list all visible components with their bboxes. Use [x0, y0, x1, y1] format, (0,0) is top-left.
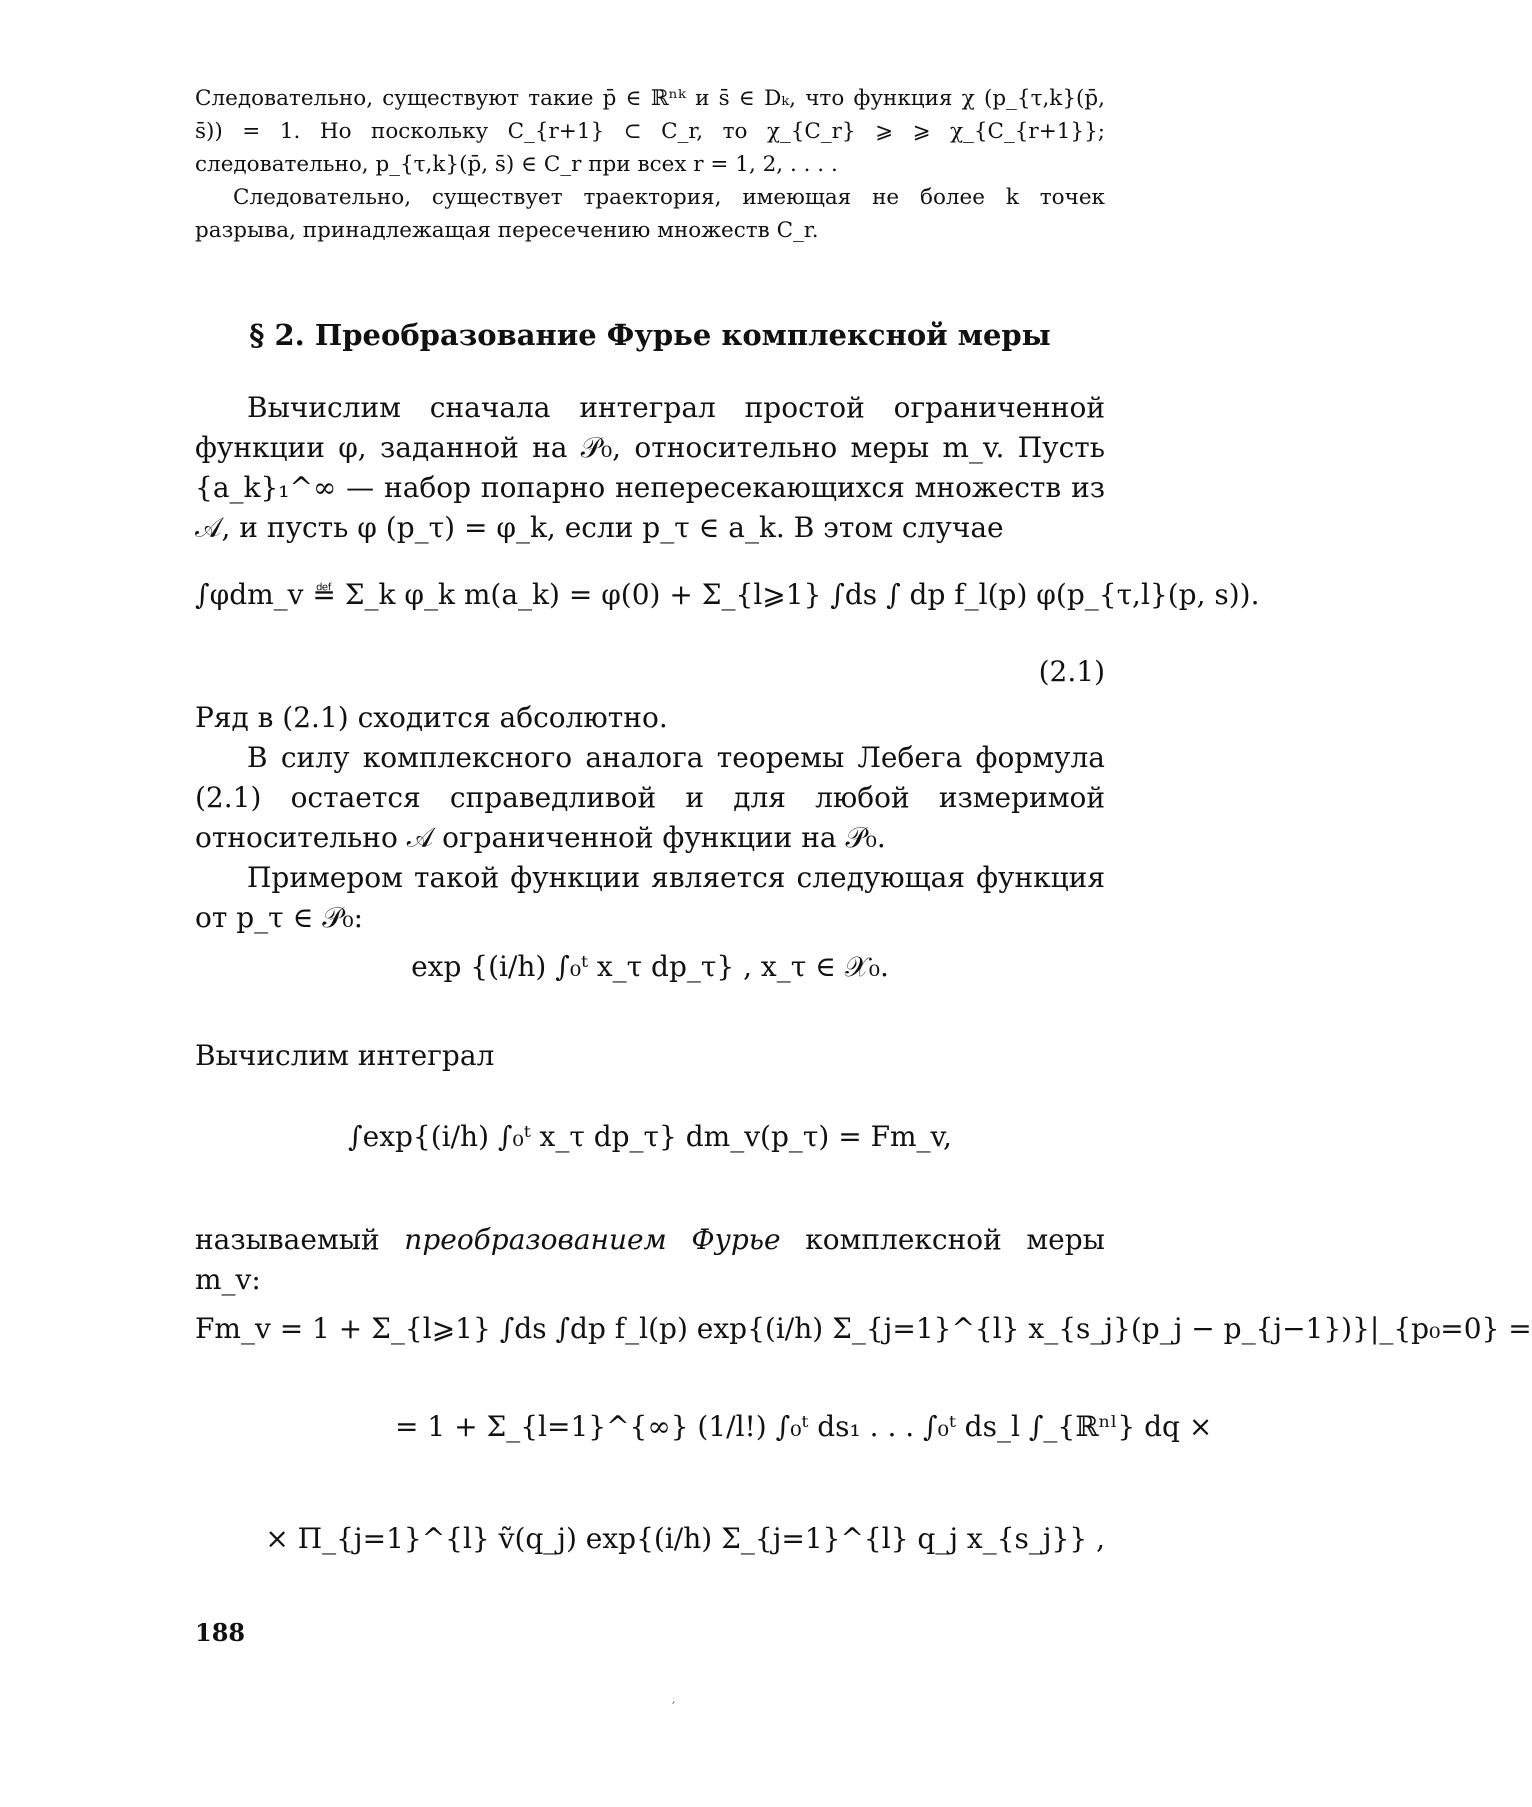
paragraph-6 [195, 1220, 1105, 1300]
equation-number: (2.1) [1038, 655, 1105, 688]
paragraph-5 [195, 1036, 1105, 1076]
paragraph-4: Примером такой функции является следующая функция от p_τ ∈ 𝒫₀: [195, 861, 1105, 934]
paragraph-5-text: Вычислим интеграл [195, 1039, 495, 1072]
page-number: 188 [195, 1618, 246, 1647]
formula-fm-line1: Fm_v = 1 + Σ_{l⩾1} ∫ds ∫dp f_l(p) exp{(i/h) Σ_{j=1}^{l} x_{s_j}(p_j − p_{j−1})}|_{p₀=0} = [195, 1312, 1532, 1345]
paragraph-1 [195, 388, 1105, 548]
top-paragraph-line2: Следовательно, существует траектория, имеющая не более k точек разрыва, принадлежащая пересечению множеств C_r. [195, 185, 1105, 243]
paragraph-6-prefix: называемый [195, 1223, 405, 1256]
formula-fm-line3: × Π_{j=1}^{l} ṽ(q_j) exp{(i/h) Σ_{j=1}^{l} q_j x_{s_j}} , [265, 1522, 1105, 1555]
paragraph-6-italic-term: преобразованием Фурье [404, 1223, 781, 1256]
top-paragraph [195, 82, 1105, 247]
formula-fm-line2: = 1 + Σ_{l=1}^{∞} (1/l!) ∫₀ᵗ ds₁ . . . ∫₀ᵗ ds_l ∫_{ℝⁿˡ} dq × [395, 1410, 1213, 1443]
formula-fourier-integral: ∫exp{(i/h) ∫₀ᵗ x_τ dp_τ} dm_v(p_τ) = Fm_v, [348, 1120, 952, 1153]
paragraph-1-text: Вычислим сначала интеграл простой ограниченной функции φ, заданной на 𝒫₀, относительно меры m_v. Пусть {a_k}₁^∞ — набор попарно непересекающихся множеств из 𝒜, и пусть φ (p_τ) = φ_k, если p_τ ∈ a_k. В этом случае [195, 391, 1105, 544]
stray-mark: ′ [672, 1700, 676, 1716]
formula-2-1: ∫φdm_v ≝ Σ_k φ_k m(a_k) = φ(0) + Σ_{l⩾1} ∫ds ∫ dp f_l(p) φ(p_{τ,l}(p, s)). [195, 578, 1260, 611]
paragraph-2: Ряд в (2.1) сходится абсолютно. [195, 701, 668, 734]
paragraph-6-suffix: комплексной меры m_v: [195, 1223, 1105, 1296]
paragraphs-2-4 [195, 698, 1105, 938]
section-heading: § 2. Преобразование Фурье комплексной меры [249, 318, 1051, 352]
formula-exp: exp {(i/h) ∫₀ᵗ x_τ dp_τ} , x_τ ∈ 𝒳₀. [411, 950, 889, 983]
top-paragraph-line1: Следовательно, существуют такие p̄ ∈ ℝⁿᵏ и s̄ ∈ Dₖ, что функция χ (p_{τ,k}(p̄, s̄)) = 1. Но поскольку C_{r+1} ⊂ C_r, то χ_{C_r} ⩾ ⩾ χ_{C_{r+1}}; следовательно, p_{τ,k}(p̄, s̄) ∈ C_r при всех r = 1, 2, . . . . [195, 86, 1105, 177]
paragraph-3: В силу комплексного аналога теоремы Лебега формула (2.1) остается справедливой и для любой измеримой относительно 𝒜 ограниченной функции на 𝒫₀. [195, 741, 1105, 854]
